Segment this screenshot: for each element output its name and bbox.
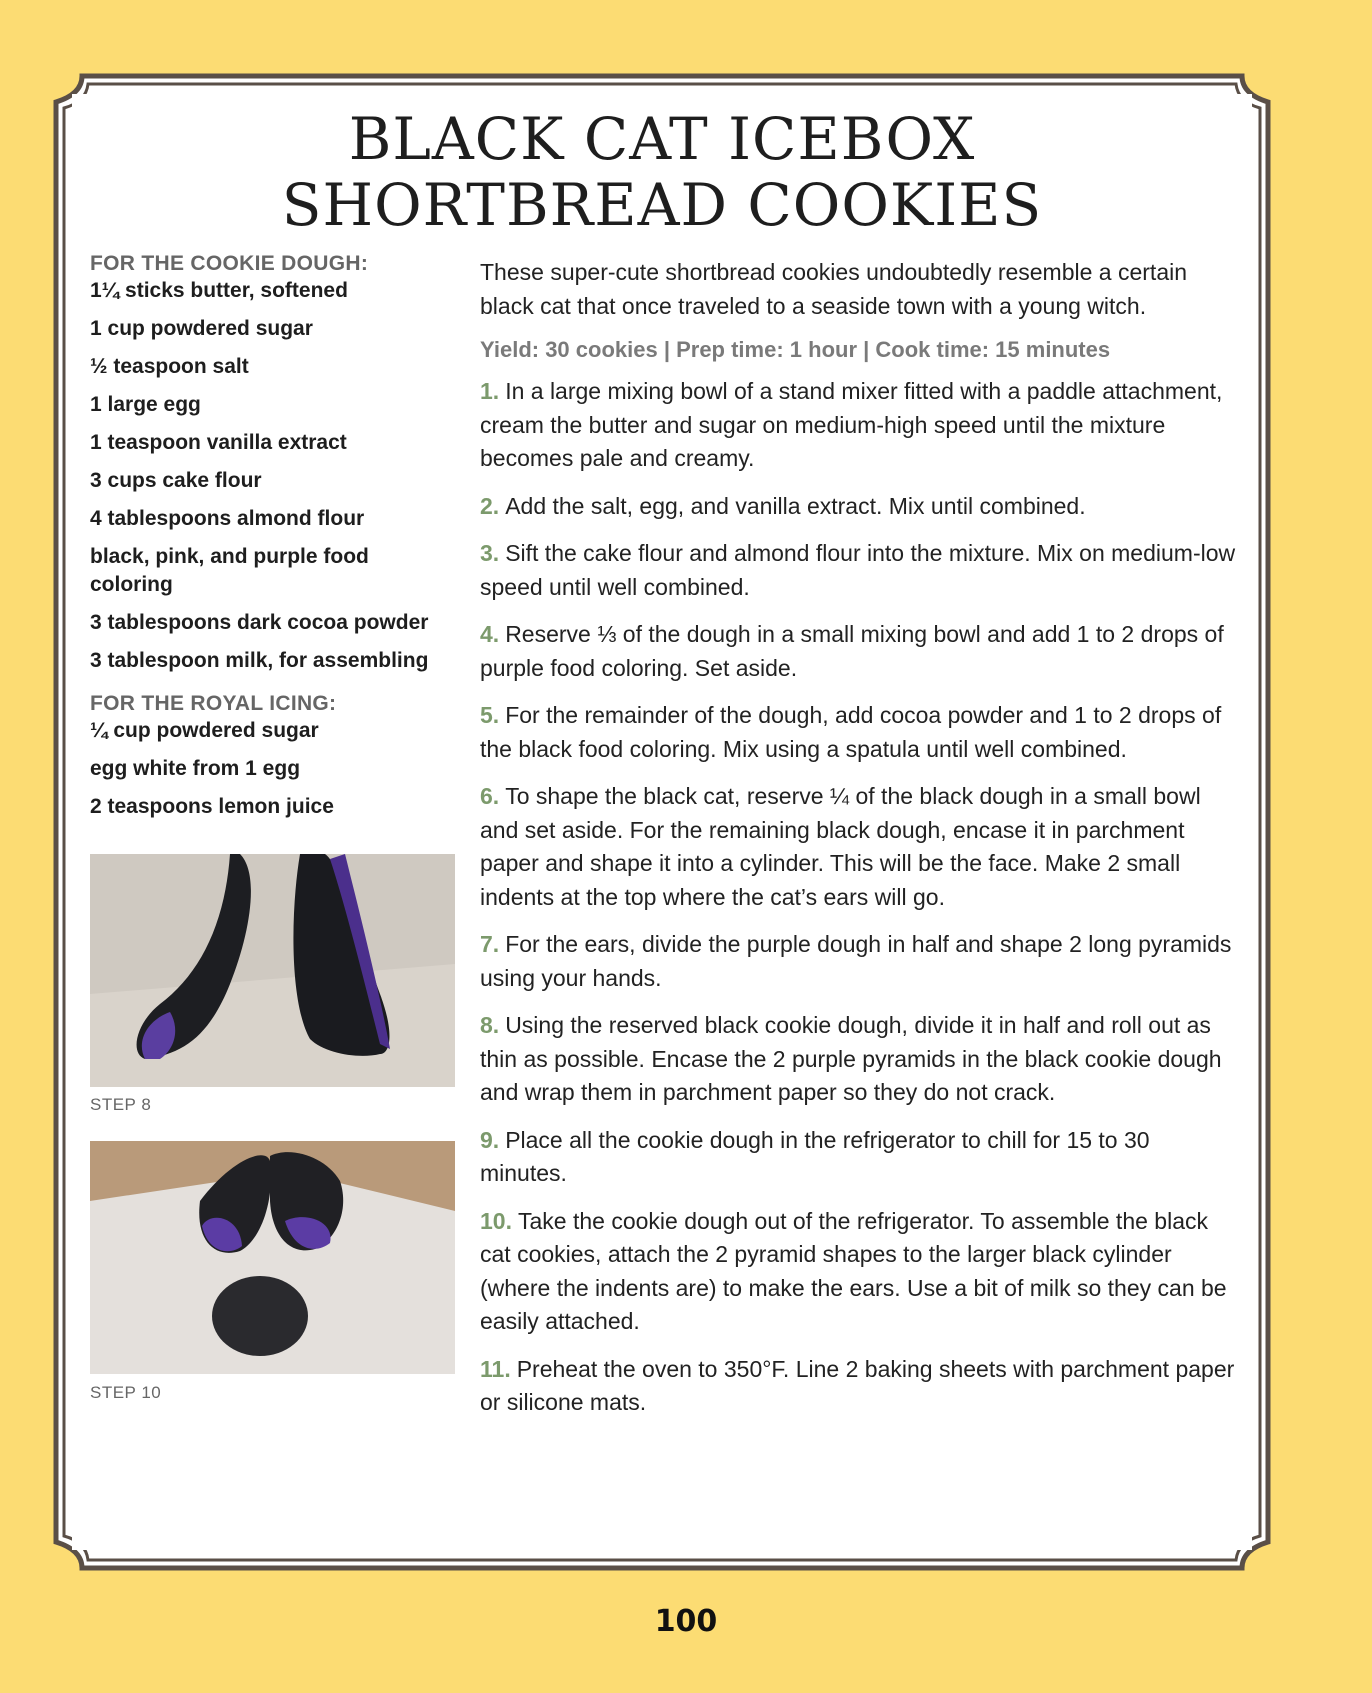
step-10-photo xyxy=(90,1141,455,1374)
ingredient-item: 3 tablespoons dark cocoa powder xyxy=(90,611,429,634)
step-item xyxy=(480,1124,1240,1191)
ingredient-item: 1 cup powdered sugar xyxy=(90,317,313,340)
method-column xyxy=(480,255,1240,1434)
royal-icing-heading: FOR THE ROYAL ICING: xyxy=(90,692,337,715)
step-text: Take the cookie dough out of the refrigerator. To assemble the black cat cookies, attach the 2 pyramid shapes to the larger black cylinder (where the indents are) to make the ears. Use a bit of milk so they can be easily attached. xyxy=(480,1207,1227,1334)
ingredient-item: 3 tablespoon milk, for assembling xyxy=(90,649,429,672)
step-item xyxy=(480,928,1240,995)
ingredient-item: ¼ cup powdered sugar xyxy=(90,719,319,742)
cookie-dough-list xyxy=(90,277,455,675)
step-number: 8. xyxy=(480,1012,500,1038)
step-number: 5. xyxy=(480,702,500,728)
step-number: 1. xyxy=(480,378,500,404)
step-text: Add the salt, egg, and vanilla extract. Mix until combined. xyxy=(505,492,1086,519)
step-text: To shape the black cat, reserve ¼ of the black dough in a small bowl and set aside. For the remaining black dough, encase it in parchment paper and shape it into a cylinder. This will be the face. Make 2 small indents at the top where the cat’s ears will go. xyxy=(480,783,1201,910)
title-line-1: BLACK CAT ICEBOX xyxy=(348,105,976,173)
ingredient-item: black, pink, and purple food coloring xyxy=(90,545,369,596)
step-8-caption: STEP 8 xyxy=(90,1095,152,1114)
ingredient-item: 3 cups cake flour xyxy=(90,469,262,492)
step-item xyxy=(480,1205,1240,1339)
ingredient-item: 4 tablespoons almond flour xyxy=(90,507,365,530)
method-steps xyxy=(480,375,1240,1420)
step-text: Preheat the oven to 350°F. Line 2 baking sheets with parchment paper or silicone mats. xyxy=(480,1355,1235,1415)
step-text: Sift the cake flour and almond flour into the mixture. Mix on medium-low speed until well combined. xyxy=(480,540,1236,600)
recipe-intro: These super-cute shortbread cookies undoubtedly resemble a certain black cat that once traveled to a seaside town with a young witch. xyxy=(480,259,1188,319)
royal-icing-list xyxy=(90,717,455,821)
step-number: 6. xyxy=(480,783,500,809)
dough-logs-image xyxy=(90,854,455,1087)
step-text: In a large mixing bowl of a stand mixer fitted with a paddle attachment, cream the butter and sugar on medium-high speed until the mixture becomes pale and creamy. xyxy=(480,378,1223,471)
step-number: 10. xyxy=(480,1207,512,1234)
step-text: Using the reserved black cookie dough, divide it in half and roll out as thin as possible. Encase the 2 purple pyramids in the black cookie dough and wrap them in parchment paper so they do not crack. xyxy=(480,1012,1222,1105)
title-line-2: SHORTBREAD COOKIES xyxy=(281,171,1043,239)
cookie-dough-heading: FOR THE COOKIE DOUGH: xyxy=(90,252,369,275)
step-text: Place all the cookie dough in the refrigerator to chill for 15 to 30 minutes. xyxy=(480,1126,1150,1186)
page-number: 100 xyxy=(654,1604,718,1639)
ingredient-item: 2 teaspoons lemon juice xyxy=(90,795,334,818)
step-item xyxy=(480,490,1240,524)
step-number: 3. xyxy=(480,540,500,566)
ingredient-item: 1 large egg xyxy=(90,393,201,416)
step-item xyxy=(480,375,1240,476)
step-text: For the remainder of the dough, add cocoa powder and 1 to 2 drops of the black food coloring. Mix using a spatula until well combined. xyxy=(480,702,1222,762)
step-item xyxy=(480,699,1240,766)
ingredient-item: 1 teaspoon vanilla extract xyxy=(90,431,347,454)
recipe-title xyxy=(72,106,1252,238)
ingredients-column xyxy=(90,251,455,831)
step-8-photo xyxy=(90,854,455,1087)
step-item xyxy=(480,1353,1240,1420)
step-number: 11. xyxy=(480,1355,511,1382)
step-item xyxy=(480,1009,1240,1110)
step-10-caption: STEP 10 xyxy=(90,1383,162,1402)
step-number: 9. xyxy=(480,1126,500,1153)
ingredient-item: egg white from 1 egg xyxy=(90,757,301,780)
step-number: 2. xyxy=(480,492,500,519)
ingredient-item: ½ teaspoon salt xyxy=(90,355,249,378)
step-item xyxy=(480,537,1240,604)
step-item xyxy=(480,780,1240,914)
yield-line: Yield: 30 cookies | Prep time: 1 hour | Cook time: 15 minutes xyxy=(480,337,1111,362)
step-text: For the ears, divide the purple dough in half and shape 2 long pyramids using your hands. xyxy=(480,931,1232,991)
step-number: 7. xyxy=(480,931,500,957)
assembled-cat-dough-image xyxy=(90,1141,455,1374)
step-number: 4. xyxy=(480,621,500,647)
ingredient-item: 1¼ sticks butter, softened xyxy=(90,279,348,302)
recipe-card xyxy=(72,94,1252,1550)
step-text: Reserve ⅓ of the dough in a small mixing bowl and add 1 to 2 drops of purple food coloring. Set aside. xyxy=(480,621,1224,681)
step-item xyxy=(480,618,1240,685)
